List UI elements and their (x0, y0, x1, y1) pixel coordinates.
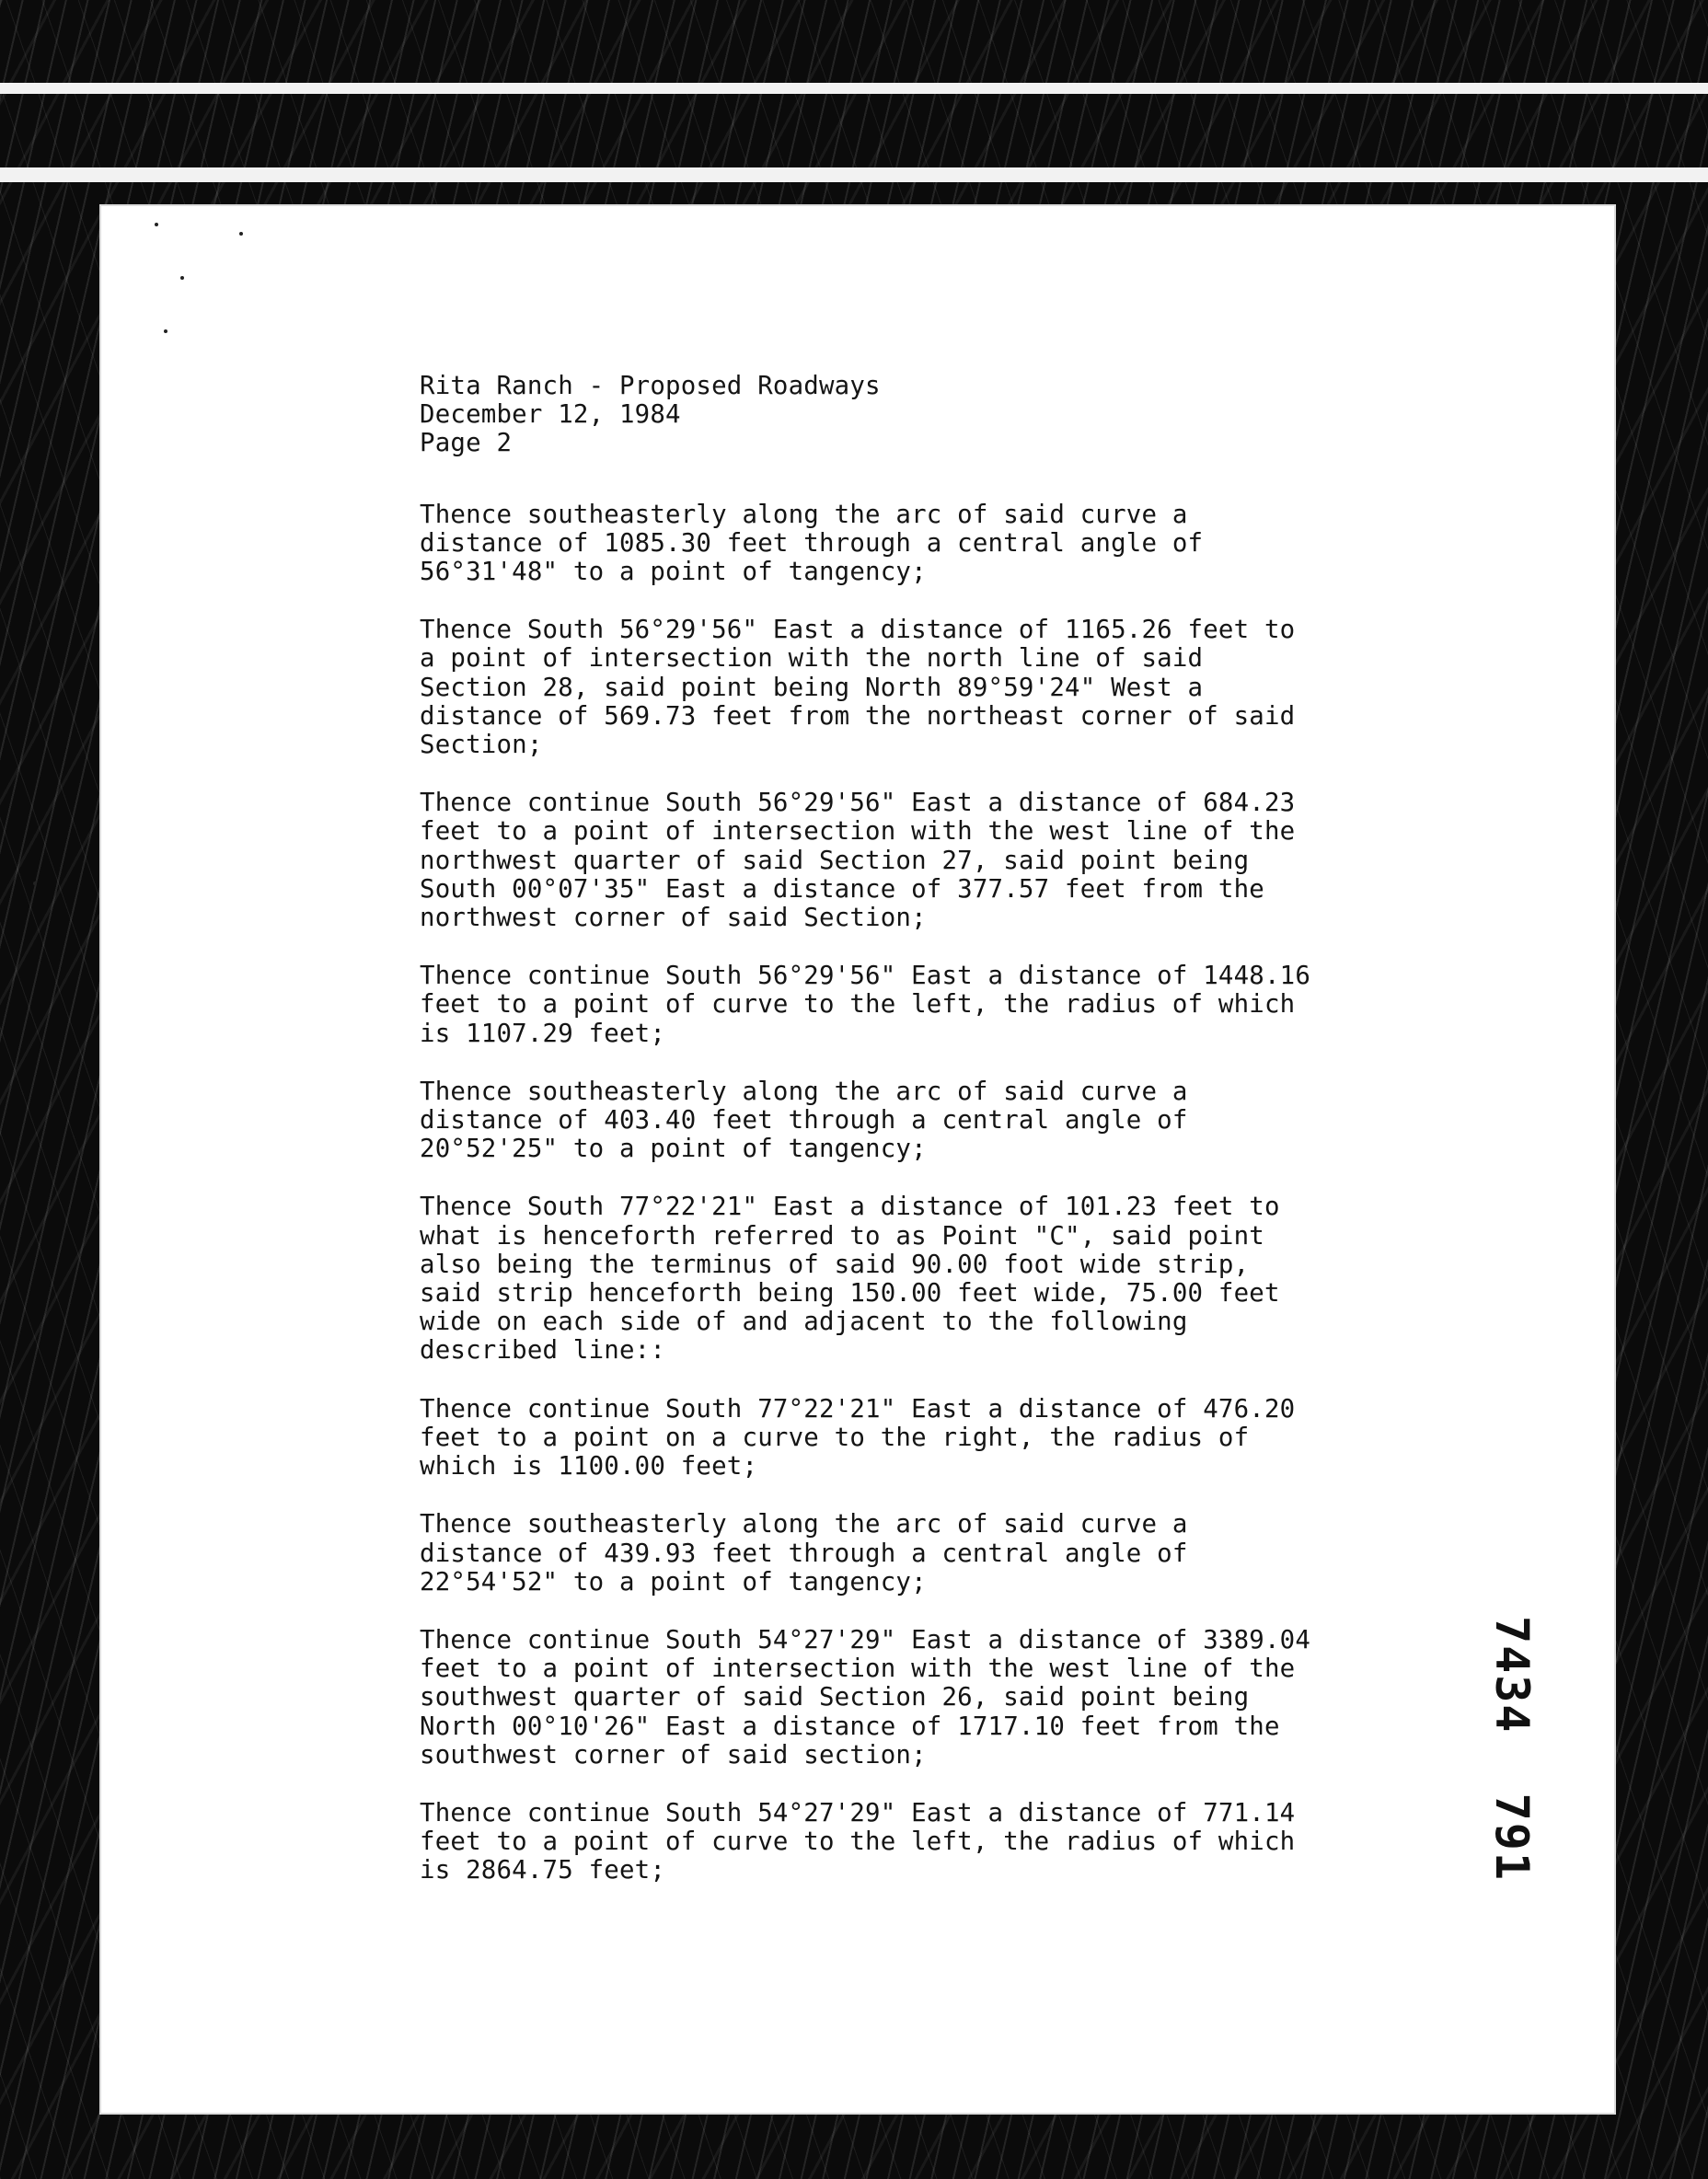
letter-body (420, 372, 1478, 1885)
legal-description-paragraph: Thence continue South 54°27'29" East a distance of 771.14 feet to a point of curve to the left, the radius of which is 2864.75 feet; (420, 1798, 1296, 1885)
scan-speck (155, 223, 158, 226)
scan-speck (164, 329, 167, 333)
book-page-stamp: 7434 791 (1485, 1616, 1539, 1882)
legal-description-paragraph: Thence continue South 56°29'56" East a distance of 684.23 feet to a point of intersection with the west line of the northwest quarter of said Section 27, said point being South 00°07'35" East a distance of 377.57 feet from the northwest corner of said Section; (420, 789, 1296, 933)
legal-description-paragraph: Thence continue South 54°27'29" East a distance of 3389.04 feet to a point of intersection with the west line of the southwest quarter of said Section 26, said point being North 00°10'26" East a distance of 1717.10 feet from the southwest corner of said section; (420, 1625, 1311, 1770)
legal-description-paragraph: Thence South 56°29'56" East a distance of 1165.26 feet to a point of intersection with the north line of said Section 28, said point being North 89°59'24" West a distance of 569.73 feet from the northeast corner of said Section; (420, 616, 1296, 760)
legal-description-paragraph: Thence southeasterly along the arc of said curve a distance of 403.40 feet through a central angle of 20°52'25" to a point of tangency; (420, 1077, 1188, 1164)
legal-description-paragraph: Thence continue South 77°22'21" East a distance of 476.20 feet to a point on a curve to the right, the radius of which is 1100.00 feet; (420, 1394, 1296, 1481)
scan-speck (180, 276, 184, 280)
document-date: December 12, 1984 (420, 400, 681, 430)
scanner-edge-band-upper (0, 83, 1708, 94)
legal-description-paragraph: Thence southeasterly along the arc of said curve a distance of 439.93 feet through a central angle of 22°54'52" to a point of tangency; (420, 1510, 1188, 1597)
scanner-edge-band-lower (0, 167, 1708, 182)
scan-speck (239, 232, 243, 236)
page-number: Page 2 (420, 429, 513, 458)
scan-speck (33, 882, 37, 885)
legal-description-paragraph: Thence southeasterly along the arc of said curve a distance of 1085.30 feet through a central angle of 56°31'48" to a point of tangency; (420, 500, 1204, 587)
legal-description-paragraph: Thence continue South 56°29'56" East a distance of 1448.16 feet to a point of curve to the left, the radius of which is 1107.29 feet; (420, 962, 1311, 1048)
legal-description-paragraph: Thence South 77°22'21" East a distance of 101.23 feet to what is henceforth referred to as Point "C", said point also being the terminus of said 90.00 foot wide strip, said strip henceforth being 150.00 feet wide, 75.00 feet wide on each side of and adjacent to the following described line:: (420, 1193, 1280, 1366)
document-title: Rita Ranch - Proposed Roadways (420, 372, 881, 400)
